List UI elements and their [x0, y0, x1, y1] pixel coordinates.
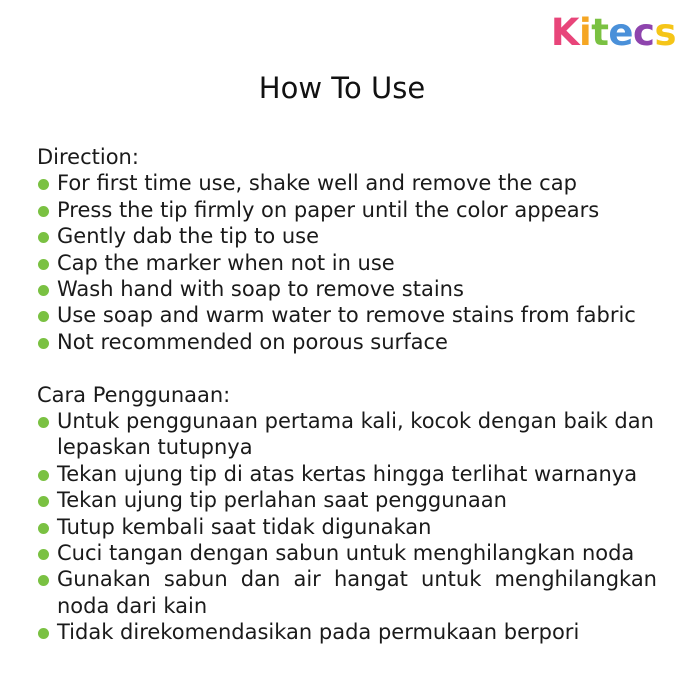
- list-item-text: Untuk penggunaan pertama kali, kocok dengan baik dan lepaskan tutupnya: [57, 409, 654, 460]
- logo-letter: K: [550, 11, 580, 54]
- list-item: [37, 461, 657, 487]
- list-item-text: For first time use, shake well and remove the cap: [57, 171, 577, 196]
- list-item: [37, 170, 657, 196]
- list-item: [37, 223, 657, 249]
- bullet-dot-icon: [38, 338, 49, 349]
- list-item-text: Wash hand with soap to remove stains: [57, 277, 464, 302]
- list-item: [37, 408, 657, 461]
- section-heading: Direction:: [37, 145, 139, 169]
- list-item: [37, 540, 657, 566]
- cara-penggunaan-list: [37, 408, 657, 646]
- list-item-text: Tekan ujung tip perlahan saat penggunaan: [57, 488, 507, 513]
- list-item-text: Cuci tangan dengan sabun untuk menghilangkan noda: [57, 541, 635, 566]
- list-item: [37, 276, 657, 302]
- kitecs-logo: [551, 8, 676, 58]
- bullet-dot-icon: [38, 523, 49, 534]
- list-item-text: Tekan ujung tip di atas kertas hingga terlihat warnanya: [57, 461, 638, 486]
- bullet-dot-icon: [38, 285, 49, 296]
- bullet-dot-icon: [38, 549, 49, 560]
- list-item: [37, 197, 657, 223]
- list-item-text: Use soap and warm water to remove stains from fabric: [57, 303, 636, 328]
- bullet-dot-icon: [38, 417, 49, 428]
- list-item: [37, 302, 657, 328]
- logo-letter: i: [579, 11, 592, 54]
- bullet-dot-icon: [38, 628, 49, 639]
- list-item-text: Press the tip firmly on paper until the color appears: [57, 197, 600, 222]
- bullet-dot-icon: [38, 575, 49, 586]
- instructions-content: [37, 144, 657, 646]
- list-item: [37, 514, 657, 540]
- logo-letter: s: [654, 11, 676, 54]
- bullet-dot-icon: [38, 179, 49, 190]
- cara-penggunaan-section: [37, 382, 657, 646]
- bullet-dot-icon: [38, 470, 49, 481]
- direction-list: [37, 170, 657, 355]
- logo-letter: t: [591, 11, 609, 54]
- list-item-text: Cap the marker when not in use: [57, 250, 395, 275]
- section-heading: Cara Penggunaan:: [37, 382, 231, 407]
- bullet-dot-icon: [38, 259, 49, 270]
- list-item: [37, 329, 657, 355]
- list-item-text: Gunakan sabun dan air hangat untuk menghilangkan noda dari kain: [57, 567, 657, 618]
- logo-letter: c: [633, 11, 655, 54]
- list-item-text: Tutup kembali saat tidak digunakan: [57, 514, 432, 539]
- list-item-text: Gently dab the tip to use: [57, 224, 320, 249]
- list-item: [37, 250, 657, 276]
- list-item-text: Tidak direkomendasikan pada permukaan berpori: [57, 620, 580, 645]
- list-item: [37, 487, 657, 513]
- list-item: [37, 566, 657, 619]
- list-item: [37, 619, 657, 645]
- bullet-dot-icon: [38, 496, 49, 507]
- page-title: How To Use: [258, 71, 426, 105]
- bullet-dot-icon: [38, 232, 49, 243]
- bullet-dot-icon: [38, 206, 49, 217]
- direction-section: [37, 144, 657, 355]
- logo-letter: e: [608, 11, 634, 54]
- bullet-dot-icon: [38, 311, 49, 322]
- list-item-text: Not recommended on porous surface: [57, 329, 448, 354]
